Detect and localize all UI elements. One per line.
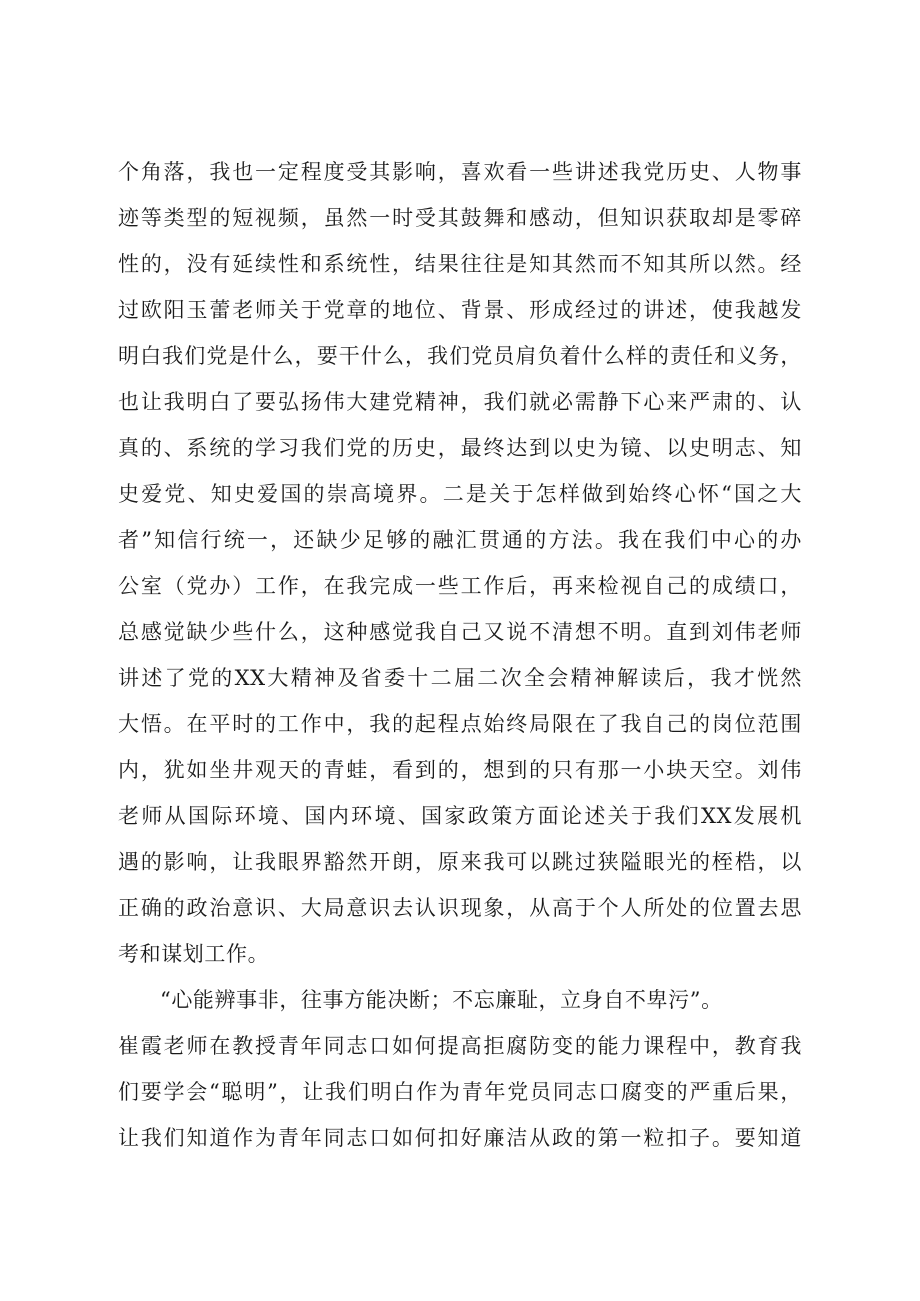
quote-line: “心能辨事非，往事方能决断；不忘廉耻，立身自不卑污”。: [160, 988, 723, 1012]
text-line: 崔霞老师在教授青年同志口如何提高拒腐防变的能力课程中，教育我: [118, 1034, 802, 1058]
text-line: 迹等类型的短视频，虽然一时受其鼓舞和感动，但知识获取却是零碎: [118, 206, 802, 230]
text-line: 个角落，我也一定程度受其影响，喜欢看一些讲述我党历史、人物事: [118, 160, 802, 184]
text-line: 公室（党办）工作，在我完成一些工作后，再来检视自己的成绩口，: [118, 574, 802, 598]
text-line: 让我们知道作为青年同志口如何扣好廉洁从政的第一粒扣子。要知道: [118, 1126, 802, 1150]
text-line: 正确的政治意识、大局意识去认识现象，从高于个人所处的位置去思: [118, 896, 802, 920]
text-line: 内，犹如坐井观天的青蛙，看到的，想到的只有那一小块天空。刘伟: [118, 758, 802, 782]
text-line: 也让我明白了要弘扬伟大建党精神，我们就必需静下心来严肃的、认: [118, 390, 802, 414]
text-line: 大悟。在平时的工作中，我的起程点始终局限在了我自己的岗位范围: [118, 712, 802, 736]
text-line: 明白我们党是什么，要干什么，我们党员肩负着什么样的责任和义务，: [118, 344, 802, 368]
text-line: 讲述了党的XX大精神及省委十二届二次全会精神解读后，我才恍然: [118, 666, 802, 690]
text-line: 老师从国际环境、国内环境、国家政策方面论述关于我们XX发展机: [118, 804, 802, 828]
text-line: 们要学会“聪明”，让我们明白作为青年党员同志口腐变的严重后果，: [118, 1080, 802, 1104]
text-line: 性的，没有延续性和系统性，结果往往是知其然而不知其所以然。经: [118, 252, 802, 276]
text-line: 真的、系统的学习我们党的历史，最终达到以史为镜、以史明志、知: [118, 436, 802, 460]
text-line: 总感觉缺少些什么，这种感觉我自己又说不清想不明。直到刘伟老师: [118, 620, 802, 644]
paragraph-end-line: 考和谋划工作。: [118, 942, 270, 966]
text-line: 遇的影响，让我眼界豁然开朗，原来我可以跳过狭隘眼光的桎梏，以: [118, 850, 802, 874]
text-line: 史爱党、知史爱国的崇高境界。二是关于怎样做到始终心怀“国之大: [118, 482, 802, 506]
text-line: 过欧阳玉蕾老师关于党章的地位、背景、形成经过的讲述，使我越发: [118, 298, 802, 322]
text-line: 者”知信行统一，还缺少足够的融汇贯通的方法。我在我们中心的办: [118, 528, 802, 552]
